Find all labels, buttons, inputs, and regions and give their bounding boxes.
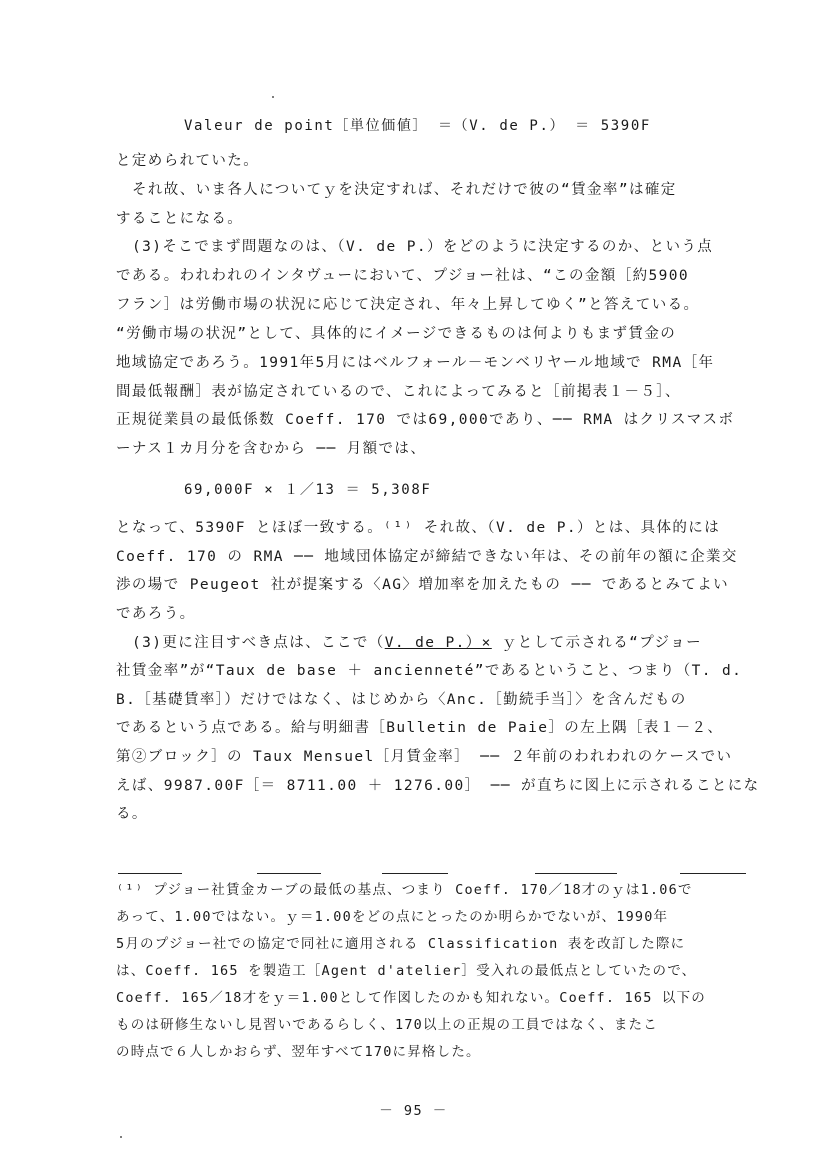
paragraph-line: 第②ブロック］の Taux Mensuel［月賃金率］ ── ２年前のわれわれのケースでい [116, 749, 733, 765]
footnote-line: ⁽¹⁾ プジョー社賃金カーブの最低の基点、つまり Coeff. 170／18才のｙは1.06で [116, 882, 693, 898]
footnote-rule [382, 873, 448, 874]
underlined-expression: V. de P.）× [384, 635, 492, 651]
footnote-rule [535, 873, 617, 874]
paragraph-line: ーナス１カ月分を含むから ── 月額では、 [116, 441, 427, 457]
footnote-line: の時点で６人しかおらず、翌年すべて170に昇格した。 [116, 1044, 481, 1060]
footnote-line: Coeff. 165／18才をｙ＝1.00として作図したのかも知れない。Coeff. 165 以下の [116, 990, 706, 1006]
footnote-line: は、Coeff. 165 を製造工［Agent d'atelier］受入れの最低点としていたので、 [116, 963, 697, 979]
paragraph-line: Coeff. 170 の RMA ── 地域団体協定が締結できない年は、その前年の額に企業交 [116, 549, 738, 565]
paragraph-line: 渉の場で Peugeot 社が提案する〈AG〉増加率を加えたもの ── であるとみてよい [116, 577, 730, 593]
footnote-rule [680, 873, 746, 874]
paragraph-line: 社賃金率”が“Taux de base ＋ ancienneté”であるということ、つまり（T. d. [116, 663, 743, 679]
paragraph-line: であるという点である。給与明細書［Bulletin de Paie］の左上隅［表１－２、 [116, 720, 724, 736]
paragraph-line: フラン］は労働市場の状況に応じて決定され、年々上昇してゆく”と答えている。 [116, 297, 700, 313]
page-number: － 95 － [379, 1103, 448, 1119]
paragraph-line: することになる。 [116, 211, 244, 227]
paragraph-line [132, 634, 702, 652]
scan-speck [120, 1136, 122, 1138]
paragraph-line: であろう。 [116, 606, 196, 622]
paragraph-line: 正規従業員の最低係数 Coeff. 170 では69,000であり、── RMA はクリスマスボ [116, 412, 735, 428]
paragraph-line: 間最低報酬］表が協定されているので、これによってみると［前掲表１－５］、 [116, 384, 681, 400]
footnote-line: 5月のプジョー社での協定で同社に適用される Classification 表を改訂した際に [116, 936, 686, 952]
paragraph-line: 地域協定であろう。1991年5月にはベルフォール－モンベリヤール地域で RMA［年 [116, 355, 715, 371]
footnote-rule [257, 873, 321, 874]
footnote-rule [118, 873, 182, 874]
paragraph-line: と定められていた。 [116, 153, 260, 169]
paragraph-line: B.［基礎賃率］）だけではなく、はじめから〈Anc.［勤続手当］〉を含んだもの [116, 692, 687, 708]
paragraph-line: る。 [116, 806, 148, 822]
scan-speck [272, 96, 274, 98]
text-span: (3)更に注目すべき点は、ここで（ [132, 635, 385, 651]
paragraph-line: それ故、いま各人についてｙを決定すれば、それだけで彼の“賃金率”は確定 [132, 182, 677, 198]
footnote-line: あって、1.00ではない。ｙ＝1.00をどの点にとったのか明らかでないが、1990年 [116, 909, 669, 925]
paragraph-line: えば、9987.00F［＝ 8711.00 ＋ 1276.00］ ── が直ちに図上に示されることにな [116, 778, 760, 794]
formula-monthly-rma: 69,000F × １／13 ＝ 5,308F [184, 482, 432, 498]
paragraph-line: “労働市場の状況”として、具体的にイメージできるものは何よりもまず賃金の [116, 326, 677, 342]
footnote-line: ものは研修生ないし見習いであるらしく、170以上の正規の工員ではなく、またこ [116, 1017, 658, 1033]
text-span: ｙとして示される“プジョー [491, 635, 702, 651]
paragraph-line: (3)そこでまず問題なのは、（V. de P.）をどのように決定するのか、という点 [132, 239, 714, 255]
paragraph-line: となって、5390F とほぼ一致する。⁽¹⁾ それ故、（V. de P.）とは、具体的には [116, 520, 721, 536]
paragraph-line: である。われわれのインタヴューにおいて、プジョー社は、“この金額［約5900 [116, 268, 690, 284]
formula-valeur-de-point: Valeur de point［単位価値］ ＝（V. de P.） ＝ 5390F [184, 118, 651, 134]
